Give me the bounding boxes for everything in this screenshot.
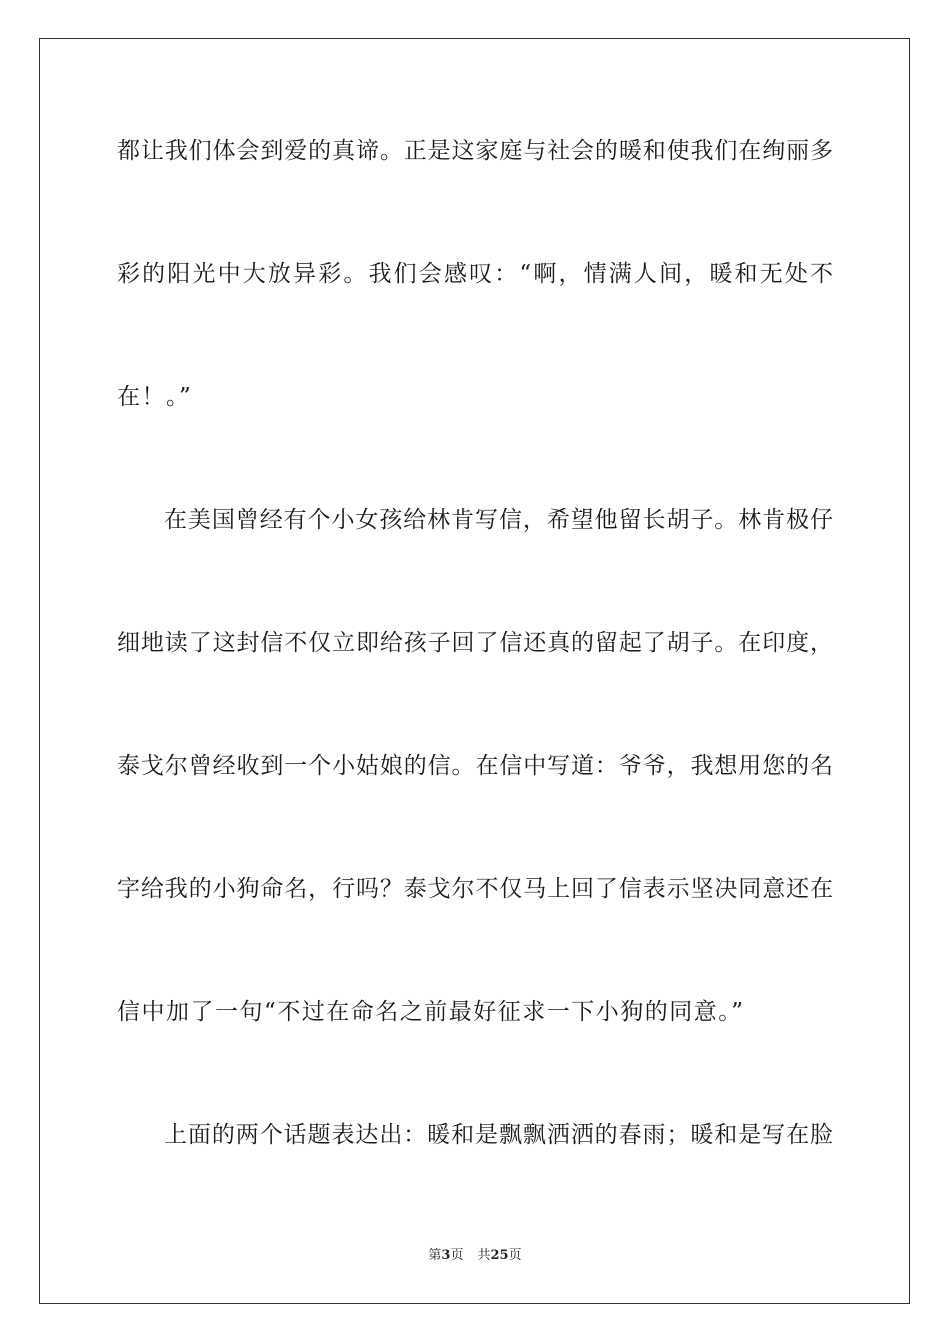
text-line: 都让我们体会到爱的真谛。正是这家庭与社会的暖和使我们在绚丽多 [117, 138, 833, 164]
total-prefix: 共 [477, 1248, 491, 1263]
page-footer [0, 1247, 950, 1265]
page-suffix: 页 [450, 1248, 464, 1263]
total-pages: 25 [490, 1248, 509, 1263]
text-line: 细地读了这封信不仅立即给孩子回了信还真的留起了胡子。在印度， [117, 630, 833, 656]
text-line: 泰戈尔曾经收到一个小姑娘的信。在信中写道：爷爷，我想用您的名 [117, 753, 833, 779]
page-frame [39, 38, 910, 1304]
text-line: 信中加了一句“不过在命名之前最好征求一下小狗的同意。” [117, 999, 745, 1025]
paragraph-first-line: 在美国曾经有个小女孩给林肯写信，希望他留长胡子。林肯极仔 [164, 507, 833, 533]
paragraph-first-line: 上面的两个话题表达出：暖和是飘飘洒洒的春雨；暖和是写在脸 [164, 1122, 833, 1148]
text-line: 在！。” [117, 384, 193, 410]
page-prefix: 第 [428, 1248, 442, 1263]
total-suffix: 页 [508, 1248, 522, 1263]
page-number: 3 [441, 1248, 451, 1263]
text-line: 字给我的小狗命名，行吗？泰戈尔不仅马上回了信表示坚决同意还在 [117, 876, 833, 902]
text-line: 彩的阳光中大放异彩。我们会感叹：“啊，情满人间，暖和无处不 [117, 261, 833, 287]
